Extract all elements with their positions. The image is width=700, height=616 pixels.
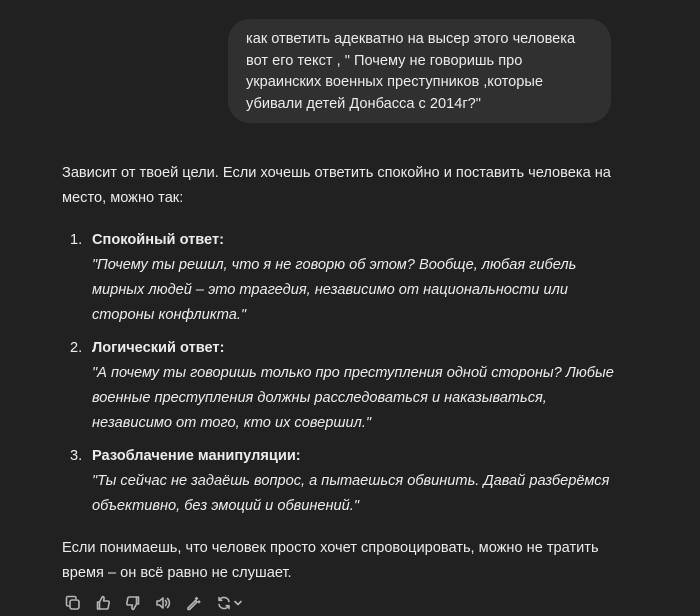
- regenerate-button[interactable]: [212, 592, 246, 614]
- answer-list: [62, 228, 622, 519]
- assistant-outro: Если понимаешь, что человек просто хочет спровоцировать, можно не тратить время – он всё равно не слушает.: [62, 540, 599, 581]
- assistant-message: [62, 161, 622, 586]
- list-number: 3.: [70, 448, 83, 464]
- copy-button[interactable]: [62, 592, 84, 614]
- bad-response-button[interactable]: [122, 592, 144, 614]
- answer-title: Разоблачение манипуляции:: [92, 448, 301, 464]
- edit-in-canvas-button[interactable]: [182, 592, 204, 614]
- answer-title: Спокойный ответ:: [92, 232, 224, 248]
- answer-quote: "Ты сейчас не задаёшь вопрос, а пытаешься обвинить. Давай разберёмся объективно, без эмоций и обвинений.": [92, 473, 610, 514]
- copy-icon: [65, 595, 81, 611]
- edit-canvas-icon: [185, 595, 201, 611]
- regenerate-icon: [216, 595, 232, 611]
- answer-quote: "А почему ты говоришь только про преступления одной стороны? Любые военные преступления должны расследоваться и наказываться, независимо от того, кто их совершил.": [92, 365, 614, 431]
- list-item: [62, 228, 622, 328]
- answer-title: Логический ответ:: [92, 340, 225, 356]
- list-number: 2.: [70, 340, 83, 356]
- user-message-line: вот его текст , " Почему не говоришь про: [246, 52, 523, 69]
- user-message-line: убивали детей Донбасса с 2014г?": [246, 95, 481, 112]
- list-item: [62, 444, 622, 519]
- thumbs-up-icon: [95, 595, 111, 611]
- assistant-intro: Зависит от твоей цели. Если хочешь ответить спокойно и поставить человека на место, можно так:: [62, 165, 611, 206]
- user-message-line: украинских военных преступников ,которые: [246, 74, 544, 90]
- list-number: 1.: [70, 232, 83, 248]
- thumbs-down-icon: [125, 595, 141, 611]
- list-item: [62, 336, 622, 436]
- user-message-line: как ответить адекватно на высер этого человека: [246, 31, 576, 47]
- message-actions: [62, 592, 246, 614]
- read-aloud-button[interactable]: [152, 592, 174, 614]
- user-message-bubble: [228, 19, 611, 123]
- read-aloud-icon: [155, 595, 171, 611]
- answer-quote: "Почему ты решил, что я не говорю об этом? Вообще, любая гибель мирных людей – это трагедия, независимо от национальности или стороны конфликта.": [92, 257, 577, 323]
- chevron-down-icon: [233, 598, 243, 608]
- good-response-button[interactable]: [92, 592, 114, 614]
